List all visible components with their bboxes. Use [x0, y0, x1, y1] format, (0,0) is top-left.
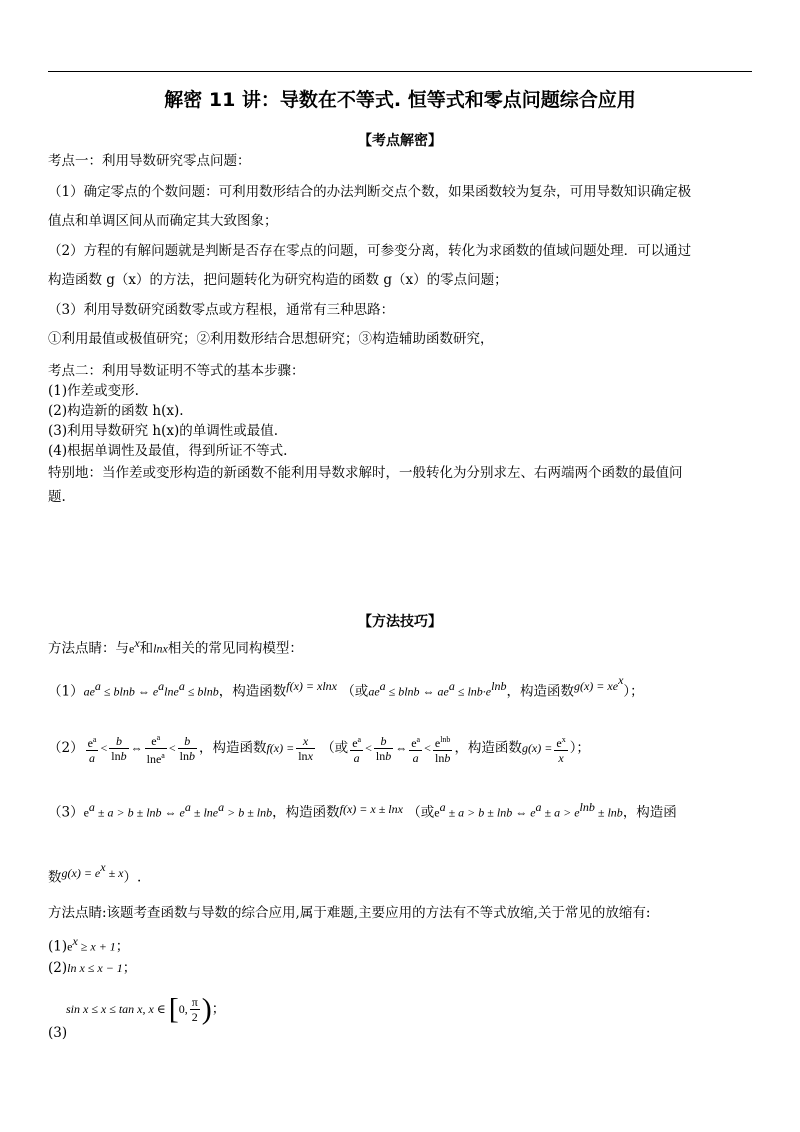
frac-ea-over-a-2: $\frac{e^a}{a}$: [352, 734, 362, 765]
model-item-3: $(3)e^a \pm a > b \pm \ln b$ ⇔ $e^a \pm \ln e^a > b \pm \ln b$，构造函数f(x) = x ± lnx （或$e^a \pm a > b \pm \ln b$ ⇔ $e^a \pm a > e^{lnb} \pm \ln b$，构造函: [48, 800, 677, 821]
method2-intro: 方法点睛:该题考查函数与导数的综合应用,属于难题,主要应用的方法有不等式放缩,关于常见的放缩有:: [48, 905, 651, 921]
kaodian1-p1-line1: （1）确定零点的个数问题：可利用数形结合的办法判断交点个数，如果函数较为复杂，可用导数知识确定极: [48, 184, 692, 200]
kaodian1-p1-line2: 值点和单调区间从而确定其大致图象；: [48, 213, 278, 229]
kaodian1-p4: ①利用最值或极值研究；②利用数形结合思想研究；③构造辅助函数研究，: [48, 331, 494, 347]
model-item-3-tail: 数$g(x) = e^x \pm x$）.: [48, 860, 142, 886]
scaling-rule-3-num: (3): [48, 1025, 68, 1041]
kaodian2-step3: (3)利用导数研究 h(x)的单调性或最值.: [48, 423, 279, 439]
page-title: 解密 11 讲：导数在不等式. 恒等式和零点问题综合应用: [164, 89, 636, 111]
kaodian1-p2-line1: （2）方程的有解问题就是判断是否存在零点的问题，可参变分离，转化为求函数的值域问题处理．可以通过: [48, 243, 692, 259]
frac-ea-over-a-3: $\frac{e^a}{a}$: [411, 734, 421, 765]
kaodian2-heading: 考点二：利用导数证明不等式的基本步骤：: [48, 363, 305, 379]
method1-intro: 方法点睛：与$e^x$和lnx相关的常见同构模型：: [48, 636, 303, 657]
model-item-2: （2） $\frac{e^a}{a}$ < $\frac{b}{\ln b}$ ⇔ $\frac{e^a}{\ln e^a}$ < $\frac{b}{\ln b}$ ，构造函数f(x) = $\frac{x}{\ln x}$ （或 $\frac{e^a}{a}$ < $\frac{b}{\ln b}$ ⇔ $\frac{e^a}{a}$ < $\frac{e^{lnb}}{\ln b}$ ，构造函数g(x) = $\frac{e^x}{x}$ ）；: [48, 733, 590, 766]
scaling-rule-2: (2)ln x ≤ x − 1；: [48, 960, 137, 976]
kaodian2-step2: (2)构造新的函数 h(x).: [48, 403, 184, 419]
kaodian1-p2-line2: 构造函数 g（x）的方法，把问题转化为研究构造的函数 g（x）的零点问题；: [48, 272, 508, 288]
frac-ex-over-x: $\frac{e^x}{x}$: [556, 734, 566, 765]
frac-b-over-lnb-3: $\frac{b}{\ln b}$: [375, 734, 392, 763]
frac-x-over-lnx: $\frac{x}{\ln x}$: [298, 734, 313, 763]
kaodian2-special-line2: 题.: [48, 489, 66, 505]
kaodian1-heading: 考点一：利用导数研究零点问题：: [48, 153, 251, 169]
top-rule: [48, 71, 752, 72]
frac-b-over-lnb-2: $\frac{b}{\ln b}$: [179, 734, 195, 763]
section-heading-methods: 【方法技巧】: [358, 614, 442, 630]
frac-ea-over-a: $\frac{e^a}{a}$: [87, 734, 97, 765]
frac-elnb-over-lnb: $\frac{e^{lnb}}{\ln b}$: [434, 734, 451, 765]
kaodian2-special-line1: 特别地：当作差或变形构造的新函数不能利用导数求解时，一般转化为分别求左、右两端两个函数的最值问: [48, 465, 683, 481]
frac-ea-over-lnea: $\frac{e^a}{\ln e^a}$: [146, 733, 165, 766]
kaodian1-p3: （3）利用导数研究函数零点或方程根，通常有三种思路：: [48, 302, 395, 318]
section-heading-key-points: 【考点解密】: [358, 133, 442, 149]
kaodian2-step4: (4)根据单调性及最值，得到所证不等式.: [48, 443, 288, 459]
kaodian2-step1: (1)作差或变形.: [48, 383, 139, 399]
frac-pi-over-2: $\frac{\pi}{2}$: [191, 995, 198, 1024]
scaling-rule-3-expr: sin x ≤ x ≤ tan x, x ∈ [0, $\frac{\pi}{2}$ )；: [66, 992, 226, 1026]
model-item-1: $(1)ae^a \le blnb$ ⇔ $e^a\ln e^a \le blnb$，构造函数f(x) = xlnx （或$ae^a \le blnb$ ⇔ $ae^a \le \ln b\cdot e^{lnb}$，构造函数$g(x) = xe^x$）；: [48, 673, 644, 700]
frac-b-over-lnb: $\frac{b}{\ln b}$: [111, 734, 127, 763]
scaling-rule-1: $(1)e^x \ge x + 1$；: [48, 934, 130, 955]
